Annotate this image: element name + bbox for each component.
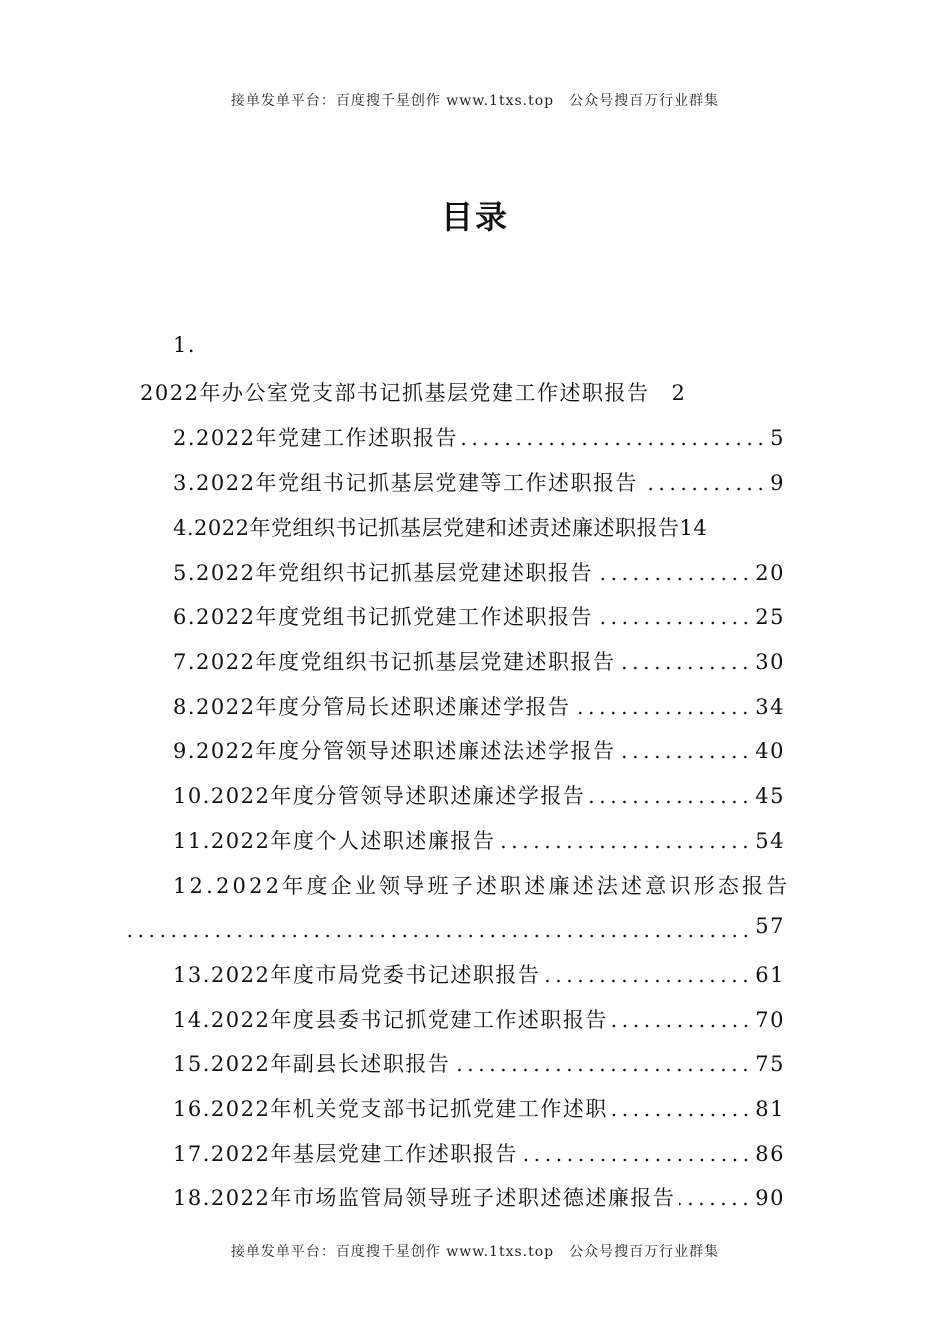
toc-entry-8[interactable] <box>173 691 785 721</box>
toc-page: 70 <box>755 1008 785 1032</box>
toc-title: 15.2022年副县长述职报告 <box>173 1052 451 1076</box>
dot-leader <box>462 442 766 446</box>
toc-entry-11[interactable] <box>173 825 785 855</box>
toc-title: 16.2022年机关党支部书记抓党建工作述职 <box>173 1097 608 1121</box>
toc-entry-5[interactable] <box>173 557 785 587</box>
toc-page: 5 <box>770 426 785 450</box>
toc-title: 4.2022年党组织书记抓基层党建和述责述廉述职报告 <box>173 516 680 540</box>
toc-title: 13.2022年度市局党委书记述职报告 <box>173 963 541 987</box>
dot-leader <box>612 1024 751 1028</box>
page-footer: 接单发单平台：百度搜千星创作 www.1txs.top 公众号搜百万行业群集 <box>230 1244 720 1260</box>
toc-title: 2.2022年党建工作述职报告 <box>173 426 458 450</box>
toc-page: 81 <box>755 1097 785 1121</box>
toc-title: 11.2022年度个人述职述廉报告 <box>173 829 496 853</box>
toc-page: 75 <box>755 1052 785 1076</box>
dot-leader <box>499 845 751 849</box>
toc-title: 6.2022年度党组书记抓党建工作述职报告 <box>173 605 593 629</box>
toc-page: 20 <box>755 561 785 585</box>
toc-number: 1. <box>173 333 197 357</box>
toc-title: 10.2022年度分管领导述职述廉述学报告 <box>173 784 586 808</box>
toc-entry-9[interactable] <box>173 735 785 765</box>
dot-leader <box>124 934 751 938</box>
dot-leader <box>619 666 751 670</box>
dot-leader <box>597 621 751 625</box>
toc-entry-13[interactable] <box>173 959 785 989</box>
toc-entry-17[interactable] <box>173 1138 785 1168</box>
page-title: 目录 <box>440 198 509 236</box>
toc-page: 61 <box>755 963 785 987</box>
toc-page: 25 <box>755 605 785 629</box>
dot-leader <box>454 1068 751 1072</box>
toc-page: 54 <box>755 829 785 853</box>
toc-page: 9 <box>770 471 785 495</box>
dot-leader <box>589 800 751 804</box>
toc-entry-1-number[interactable] <box>173 333 196 363</box>
toc-title: 14.2022年度县委书记抓党建工作述职报告 <box>173 1008 608 1032</box>
toc-entry-15[interactable] <box>173 1048 785 1078</box>
toc-title: 9.2022年度分管领导述职述廉述法述学报告 <box>173 739 616 763</box>
toc-entry-14[interactable] <box>173 1004 785 1034</box>
toc-title: 3.2022年党组书记抓基层党建等工作述职报告 <box>173 471 638 495</box>
toc-entry-18[interactable] <box>173 1182 785 1212</box>
dot-leader <box>619 755 751 759</box>
dot-leader <box>612 1113 751 1117</box>
toc-page: 30 <box>755 650 785 674</box>
toc-entry-6[interactable] <box>173 601 785 631</box>
toc-entry-3[interactable] <box>173 467 785 497</box>
dot-leader <box>544 979 751 983</box>
toc-entry-12[interactable] <box>173 870 790 900</box>
toc-entry-10[interactable] <box>173 780 785 810</box>
toc-title: 2022年办公室党支部书记抓基层党建工作述职报告 <box>140 381 650 405</box>
page-header: 接单发单平台：百度搜千星创作 www.1txs.top 公众号搜百万行业群集 <box>230 93 720 109</box>
toc-title: 7.2022年度党组织书记抓基层党建述职报告 <box>173 650 616 674</box>
dot-leader <box>522 1158 751 1162</box>
toc-page: 45 <box>755 784 785 808</box>
toc-entry-2[interactable] <box>173 422 785 452</box>
toc-title: 17.2022年基层党建工作述职报告 <box>173 1142 518 1166</box>
toc-page: 86 <box>755 1142 785 1166</box>
toc-title: 8.2022年度分管局长述职述廉述学报告 <box>173 695 571 719</box>
dot-leader <box>679 1202 751 1206</box>
toc-page: 2 <box>671 381 687 405</box>
toc-entry-4[interactable] <box>173 512 785 542</box>
toc-title: 18.2022年市场监管局领导班子述职述德述廉报告 <box>173 1186 676 1210</box>
toc-title: 5.2022年党组织书记抓基层党建述职报告 <box>173 561 593 585</box>
toc-entry-16[interactable] <box>173 1093 785 1123</box>
toc-page: 34 <box>755 695 785 719</box>
toc-entry-7[interactable] <box>173 646 785 676</box>
dot-leader <box>597 577 751 581</box>
toc-entry-12-leader[interactable] <box>120 914 785 944</box>
toc-title: 12.2022年度企业领导班子述职述廉述法述意识形态报告 <box>173 874 791 898</box>
toc-page: 40 <box>755 739 785 763</box>
toc-page: 14 <box>679 516 708 540</box>
dot-leader <box>642 487 766 491</box>
dot-leader <box>574 711 751 715</box>
toc-page: 90 <box>755 1186 785 1210</box>
toc-entry-1[interactable] <box>140 377 686 407</box>
toc-page: 57 <box>755 914 785 938</box>
